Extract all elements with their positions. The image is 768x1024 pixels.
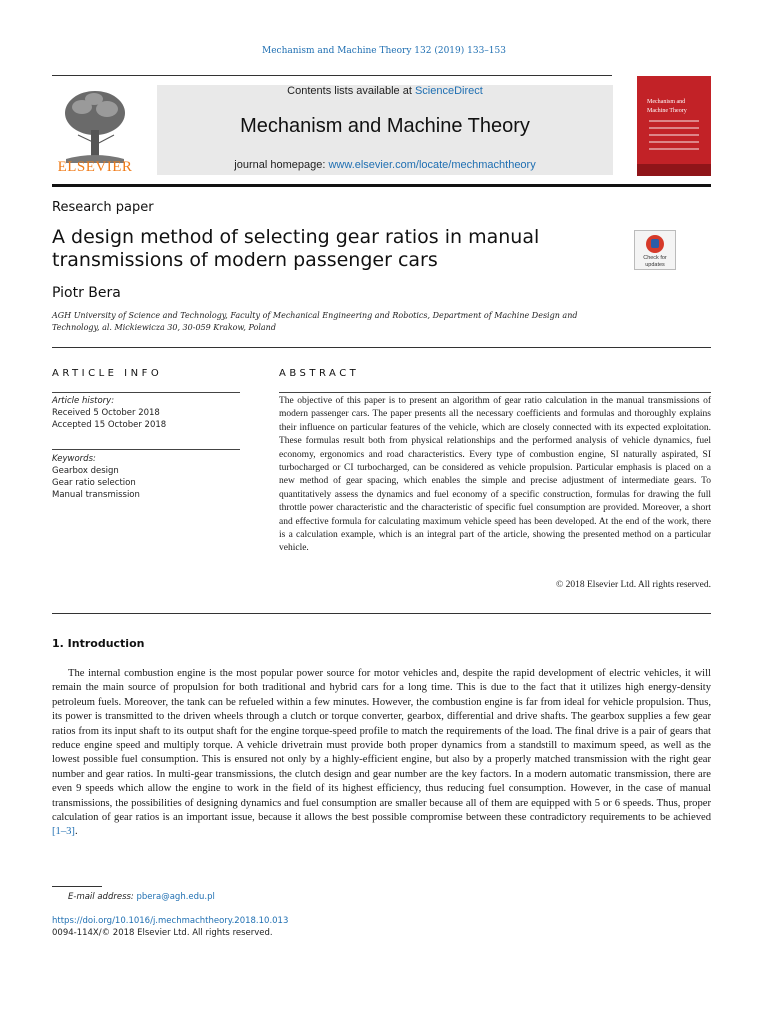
contents-prefix: Contents lists available at [287,85,415,97]
accepted-date: Accepted 15 October 2018 [52,420,167,430]
section-rule [52,347,711,348]
elsevier-wordmark: ELSEVIER [57,159,133,175]
footnote-rule [52,886,102,887]
email-label: E-mail address: [68,892,137,902]
homepage-line [157,159,613,171]
received-date: Received 5 October 2018 [52,408,160,418]
keywords-label: Keywords: [52,454,96,464]
journal-banner [157,85,613,175]
article-type: Research paper [52,200,154,215]
check-updates-label: Check for updates [643,255,667,268]
journal-homepage-link[interactable]: www.elsevier.com/locate/mechmachtheory [328,159,536,171]
intro-text-body: The internal combustion engine is the most popular power source for motor vehicles and, despite the rapid development of electric vehicles, it will remain the main source of propulsion for both traditional and hybrid cars for a long time. This is due to the fact that it utilizes high energy-density petroleum fuels. Moreover, the tank can be refueled within a few minutes. However, the combustion engine is far from ideal for vehicle propulsion. Thus, its power is transmitted to the driven wheels through a clutch or torque converter, gearbox, differential and drive shafts. The gearbox supplies a few gear ratios from its input shaft to its output shaft for the engine torque-speed profile to match the requirements of the load. The final drive is a pair of gears that reduce engine speed and multiply torque. A vehicle drivetrain must provide both proper dynamics from a standstill to maximum speed, as well as the lowest possible fuel consumption. This is ensured not only by a highly-efficient engine, but also by a properly matched transmission with the right gear number and gear ratios. In multi-gear transmissions, the clutch design and gear number are the key factors. In a modern automatic transmission, there are even 9 speeds which allow the engine to work in the field of its highest efficiency, thus reducing fuel consumption. However, in the case of manual transmissions, the possibilities of designing dynamics and fuel consumption are smaller because all of them are equipped with 5 or 6 speeds. Thus, proper calculation of gear ratios is an important issue, because it allows the best possible compromise between these contradictory requirements to be achieved [52,668,711,824]
abstract-bottom-rule [52,613,711,614]
contents-line [157,85,613,97]
doi-link[interactable]: https://doi.org/10.1016/j.mechmachtheory.2018.10.013 [52,916,289,926]
elsevier-logo[interactable] [52,85,138,177]
header-top-rule [52,75,612,76]
author-affiliation: AGH University of Science and Technology, Faculty of Mechanical Engineering and Robotics, Department of Machine Design and Technology, al. Mickiewicza 30, 30-059 Krakow, Poland [52,311,578,332]
journal-cover-image[interactable] [637,76,711,176]
abstract-copyright: © 2018 Elsevier Ltd. All rights reserved. [556,580,711,590]
check-for-updates-button[interactable] [634,230,676,270]
issn-copyright-line: 0094-114X/© 2018 Elsevier Ltd. All rights reserved. [52,928,273,938]
email-link[interactable]: pbera@agh.edu.pl [136,892,215,902]
article-history [52,395,240,431]
keywords-block [52,453,240,501]
introduction-heading: 1. Introduction [52,637,145,650]
cover-decoration [649,120,699,155]
abstract-text: The objective of this paper is to present an algorithm of gear ratio calculation in the manual transmissions of modern passenger cars. The paper presents all the necessary coefficients and formulas and thoroughly explains their influence on particular features of the vehicle, which are closely connected with its expected exploitation. These formulas result both from physical relationships and the performed analysis of vehicle dynamics, fuel economy, ergonomics and road characteristics. Every type of combustion engine, SI naturally aspirated, SI turbocharged or CI turbocharged, can be considered as vehicle propulsion. Particular emphasis is placed on a new method of gear spacing, which enables the simple and precise adjustment of intermediate gears. To quantitatively assess the dynamics and fuel economy of a specific construction, formulas for drawing the full throttle power characteristic and the characteristic of specific fuel consumption are provided. Moreover, a short and effective formula for calculating maximum vehicle speed has been developed. At the end of the work, there is a calculation example, which is an integral part of the article, showing the presented method on a particular vehicle. [279,396,711,554]
article-info-rule [52,392,240,393]
keyword-item: Manual transmission [52,490,140,500]
keyword-item: Gear ratio selection [52,478,136,488]
journal-reference-link[interactable]: Mechanism and Machine Theory 132 (2019) 133–153 [262,46,506,56]
introduction-paragraph [52,667,711,840]
paper-title: A design method of selecting gear ratios in manual transmissions of modern passenger cars [52,226,540,271]
cover-title: Mechanism and Machine Theory [647,99,687,114]
history-label: Article history: [52,396,115,406]
cover-footer [637,164,711,176]
header-rule [52,184,711,187]
citation-link[interactable]: [1–3] [52,826,75,838]
intro-text-end: . [74,826,78,838]
journal-title: Mechanism and Machine Theory [240,115,530,137]
abstract-rule [279,392,711,393]
author-name[interactable]: Piotr Bera [52,285,121,301]
email-footnote [68,892,215,902]
bookmark-icon [646,235,664,253]
keyword-item: Gearbox design [52,466,119,476]
article-info-heading: ARTICLE INFO [52,368,163,379]
homepage-prefix: journal homepage: [234,159,329,171]
sciencedirect-link[interactable]: ScienceDirect [414,85,483,97]
abstract-heading: ABSTRACT [279,368,360,379]
keywords-rule [52,449,240,450]
